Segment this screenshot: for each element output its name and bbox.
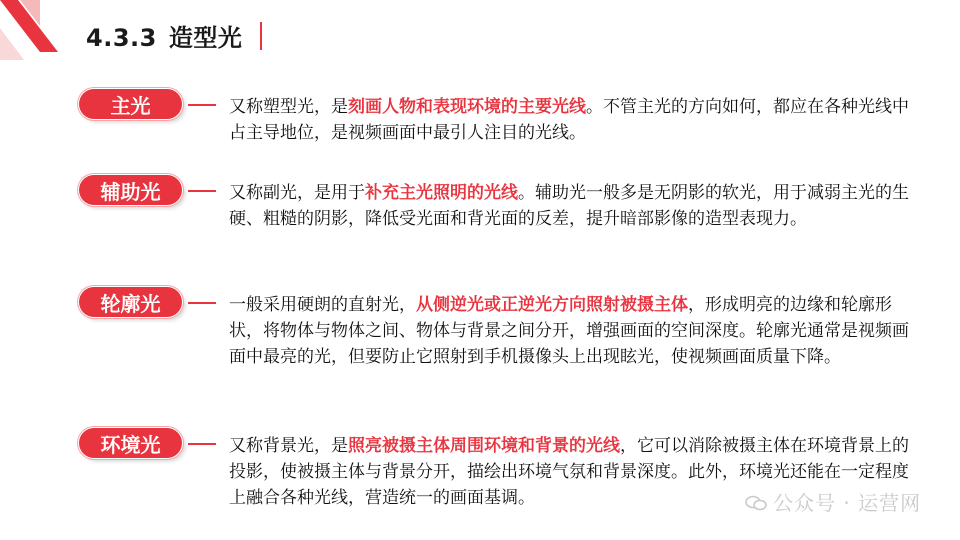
- connector-line: [188, 190, 216, 192]
- item-description: 一般采用硬朗的直射光，从侧逆光或正逆光方向照射被摄主体，形成明亮的边缘和轮廓形状，将物体与物体之间、物体与背景之间分开，增强画面的空间深度。轮廓光通常是视频画面中最亮的光，但要防止它照射到手机摄像头上出现眩光，使视频画面质量下降。: [229, 295, 909, 367]
- connector-line: [188, 302, 216, 304]
- label-pill: 环境光: [79, 428, 182, 458]
- item-description: 又称副光，是用于补充主光照明的光线。辅助光一般多是无阴影的软光，用于减弱主光的生硬、粗糙的阴影，降低受光面和背光面的反差，提升暗部影像的造型表现力。: [229, 183, 909, 229]
- connector-line: [188, 443, 216, 445]
- label-pill: 主光: [79, 89, 182, 119]
- watermark-text: 公众号 · 运营网: [773, 491, 922, 515]
- page-title: [86, 18, 242, 53]
- section-number: 4.3.3: [86, 24, 157, 52]
- item-description: 又称塑型光，是刻画人物和表现环境的主要光线。不管主光的方向如何，都应在各种光线中占主导地位，是视频画面中最引人注目的光线。: [229, 97, 909, 143]
- connector-line: [188, 104, 216, 106]
- section-title: 造型光: [168, 24, 243, 52]
- watermark: [745, 487, 921, 516]
- label-pill: 辅助光: [79, 175, 182, 205]
- wechat-icon: [745, 495, 767, 511]
- label-pill: 轮廓光: [79, 287, 182, 317]
- item-description: 又称背景光，是照亮被摄主体周围环境和背景的光线，它可以消除被摄主体在环境背景上的投影，使被摄主体与背景分开，描绘出环境气氛和背景深度。此外，环境光还能在一定程度上融合各种光线，营造统一的画面基调。: [229, 436, 909, 508]
- title-divider: [260, 22, 262, 50]
